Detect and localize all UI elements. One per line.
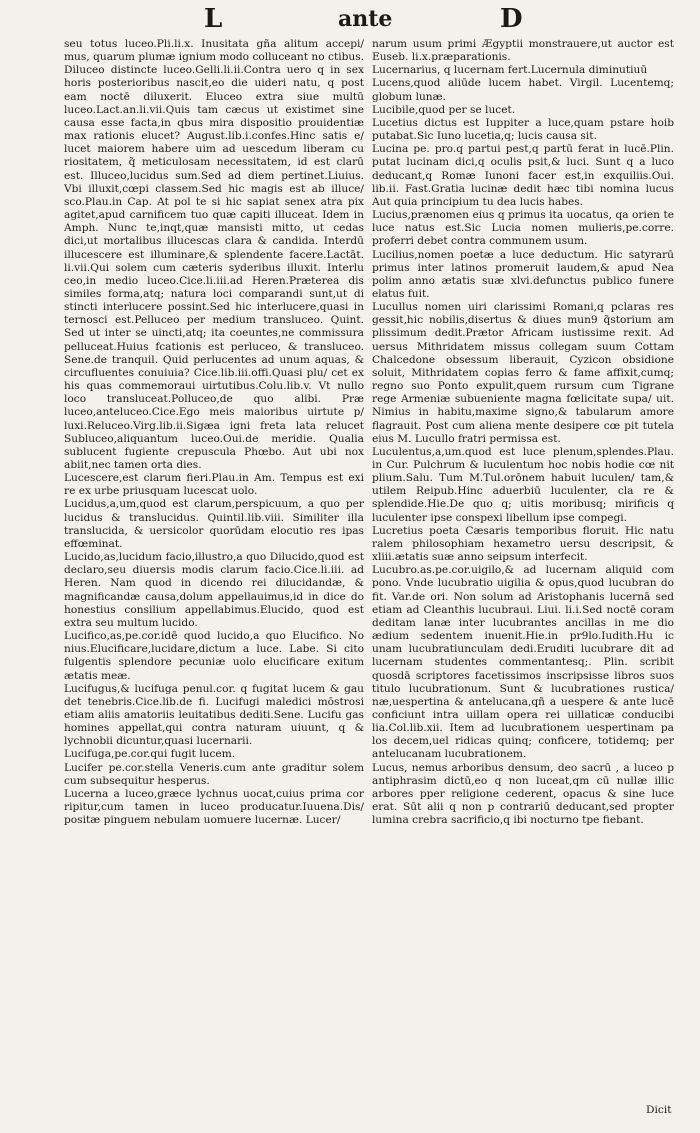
dictionary-entry: Lucetius dictus est Iuppiter a luce,quam pstare hoib putabat.Sic Iuno lucetia,q; lucis causa sit. [372,116,674,143]
dictionary-entry: Lucernarius, q lucernam fert.Lucernula diminutiuū [372,64,648,77]
dictionary-entry: Lucerna a luceo,græce lychnus uocat,cuius prima cor ripitur,cum tamen in luceo producatur.Iuuena.Dis/ positæ pinguem nebulam uomuere lucernæ. Lucer/ [64,787,364,827]
dictionary-entry: Lucina pe. pro.q partui pest,q partū ferat in lucē.Plin. putat lucinam dici,q oculis psit,& luci. Sunt q a luco deducant,q Romæ Iunoni facer est,in exquiliis.Oui. lib.ii. Fast.Gratia lucinæ dedit hæc tibi nomina lucus Aut quia principium tu dea lucis habes. [372,143,674,208]
page-header [0,4,700,32]
catchword: Dicit [646,1104,672,1116]
dictionary-entry: Lucullus nomen uiri clarissimi Romani,q pclaras res gessit,hic nobilis,disertus & diues mun9 q̃storium am plissimum dedit.Prætor Africam iustissime rexit. Ad uersus Mithridatem missus collegam suum Cottam Chalcedone obsessum liberauit, Cyzicon obsidione soluit, Mithridatem copias ferro & fame affixit,cumq; regno suo Ponto expulit,quem rursum cum Tigrane rege Armeniæ subueniente magna fœlicitate supa/ uit. Nimius in habitu,maxime signo,& tabularum amore flagrauit. Post cum aliena mente desipere cœ pit tutela eius M. Lucullo fratri permissa est. [372,301,674,445]
dictionary-entry: Lucidus,a,um,quod est clarum,perspicuum, a quo per lucidus & translucidus. Quintil.lib.viii. Similiter illa translucida, & uersicolor quorūdam elocutio res ipas effœminat. [64,498,364,550]
dictionary-entry: Lucretius poeta Cæsaris temporibus floruit. Hic natu ralem philosophiam hexametro uersu descripsit, & xliii.ætatis suæ anno seipsum interfecit. [372,524,674,564]
left-column [64,38,364,1118]
right-column [372,38,674,1118]
header-letter-right: D [500,4,523,34]
dictionary-entry: Lucus, nemus arboribus densum, deo sacrū , a luceo p antiphrasim dictū,eo q non luceat,qm cū nullæ illic arbores pper religione cederent, opacus & sine luce erat. Sūt alii q non p contrariū deducant,sed propter lumina crebra sacrificio,q ibi nocturno tpe fiebant. [372,761,674,827]
dictionary-entry: Lucifuga,pe.cor.qui fugit lucem. [64,748,236,761]
dictionary-entry: Lucescere,est clarum fieri.Plau.in Am. Tempus est exi re ex urbe priusquam lucescat uolo. [64,472,364,498]
dictionary-entry: Lucubro.as.pe.cor.uigilo,& ad lucernam aliquid com pono. Vnde lucubratio uigilia & opus,quod lucubran do fit. Var.de ori. Non solum ad Aristophanis lucernā sed etiam ad Cleanthis lucubraui. Liui. li.i.Sed noctē coram deditam lanæ inter lucubrantes ancillas in me dio ædium sedentem inuenit.Hie.in pr9lo.Iudith.Hu ic unam lucubratiunculam dedi.Eruditi lucubrare dit ad lucernam studentes commentantesq;. Plin. scribit quosdā scriptores facetissimos inscripsisse libros suos titulo lucubrationum. Sunt & lucubrationes rustica/ næ,uespertina & antelucana,qñ a uespere & ante lucē conficiunt intra uillam opera rei uillaticæ conducibi lia.Col.lib.xii. Item ad lucubrationem uespertinam pa los decem,uel ridicas quinq; conficere, totidemq; per antelucanam lucubrationem. [372,564,674,761]
dictionary-entry: Lucius,prænomen eius q primus ita uocatus, qa orien te luce natus est.Sic Lucia nomen mulieris,pe.corre. proferri debet contra communem usum. [372,209,674,248]
dictionary-entry: Lucifico,as,pe.cor.idē quod lucido,a quo Elucifico. No nius.Elucificare,lucidare,dictum a luce. Labe. Si cito fulgentis splendore pecuniæ uolo elucificare exitum ætatis meæ. [64,630,364,682]
entry-continuation: narum usum primi Ægyptii monstrauere,ut auctor est Euseb. li.x.præparationis. [372,38,674,64]
header-word: ante [338,6,393,32]
dictionary-entry: Luculentus,a,um.quod est luce plenum,splendes.Plau. in Cur. Pulchrum & luculentum hoc nobis hodie cœ nit plium.Salu. Tum M.Tul.orōnem habuit luculen/ tam,& utilem Reipub.Hinc aduerbiū luculenter, cla re & splendide.Hie.De quo q; uitis moribusq; mirificis q luculenter ipse conspexi libellum ipse compegi. [372,445,674,524]
dictionary-entry: Lucens,quod aliūde lucem habet. Virgil. Lucentemq; globum lunæ. [372,77,674,103]
header-letter-left: L [204,4,223,34]
dictionary-entry: Lucifugus,& lucifuga penul.cor. q fugitat lucem & gau det tenebris.Cice.lib.de fi. Lucifugi maledici mōstrosi etiam aliis amatoriis leuitatibus dediti.Sene. Lucifu gas homines appellat,qui contra naturam uiuunt, q & lychnobii dicuntur,quasi lucernarii. [64,682,364,748]
dictionary-entry: Lucido,as,lucidum facio,illustro,a quo Dilucido,quod est declaro,seu diuersis modis clarum facio.Cice.li.iii. ad Heren. Nam quod in dicendo rei dilucidandæ, & magnificandæ causa,dolum appellauimus,id in dice do honestius consilium appellabimus.Elucido, quod est extra seu multum lucido. [64,551,364,629]
dictionary-entry: Lucifer pe.cor.stella Veneris.cum ante graditur solem cum subsequitur hesperus. [64,761,364,787]
entry-continuation: seu totus luceo.Pli.li.x. Inusitata gña alitum accepi/ mus, quarum plumæ ignium modo colluceant no ctibus. Diluceo distincte luceo.Gelli.li.ii.Contra uero q in sex horis posterioribus nascit,eo die uideri natu, q post eam noctē diluxerit. Eluceo extra siue multū luceo.Lact.an.li.vii.Quis tam cæcus ut existimet sine causa esse facta,in qbus mira dispositio prouidentiæ max rationis elucet? August.lib.i.confes.Hinc satis e/ lucet maiorem habere uim ad uescedum liberam cu riositatem, q̃ meticulosam necessitatem, id est clarū est. Illuceo,lucidus sum.Sed ad diem pertinet.Liuius. Vbi illuxit,cœpi classem.Sed hic magis est ab illuce/ sco.Plau.in Cap. At pol te si hic sapiat senex atra pix agitet,apud carnificem tuo quæ capiti illuceat. Idem in Amph. Nunc te,inqt,quæ mansisti mitto, ut cedas dici,ut mortalibus illucescas clara & candida. Interdū illucescere est illuminare,& splendente facere.Lactāt. li.vii.Qui solem cum cæteris syderibus illuxit. Interlu ceo,in medio luceo.Cice.li.iii.ad Heren.Præterea dis similes forma,atq; natura loci comparandi sunt,ut di stincti interlucere possint.Sed hic interlucere,quasi in ternosci est.Pelluceo per medium transluceo. Quint. Sed ut inter se uincti,atq; ita coeuntes,ne commissura pelluceat.Huius fcationis est perluceo, & transluceo. Sene.de tranquil. Quid perlucentes ad unum aquas, & circufluentes conuiuia? Cice.lib.iii.offi.Quasi plu/ cet ex his quas commemoraui uirtutibus.Colu.lib.v. Vt nullo loco transluceat.Polluceo,de quo alibi. Præ luceo,anteluceo.Cice.Ego meis maioribus uirtute p/ luxi.Reluceo.Virg.lib.ii.Sigæa igni freta lata relucet Subluceo,aliquantum luceo.Oui.de meridie. Qualia sublucent fugiente crepuscula Phœbo. Aut ubi nox abiit,nec tamen orta dies. [64,38,364,471]
dictionary-entry: Lucibile,quod per se lucet. [372,103,516,116]
dictionary-entry: Lucilius,nomen poetæ a luce deductum. Hic satyrarū primus inter latinos promeruit laudem,& apud Nea polim anno ætatis suæ xlvi.defunctus publico funere elatus fuit. [372,248,674,300]
